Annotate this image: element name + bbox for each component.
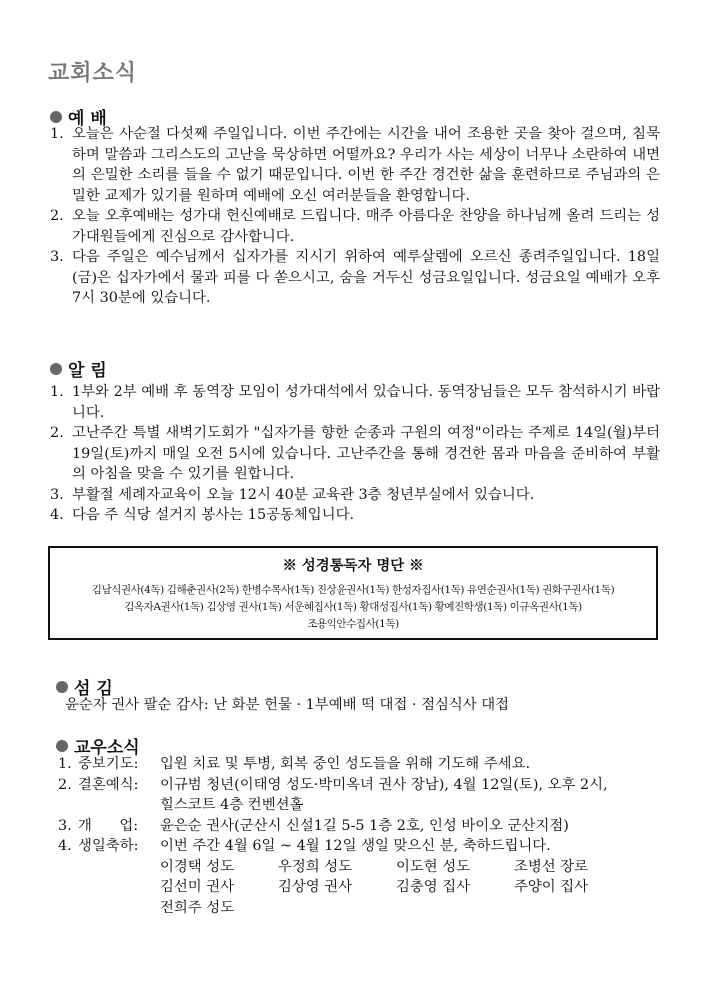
service-heading-label: 섬 김 — [74, 679, 113, 699]
service-text: 윤순자 권사 팔순 감사: 난 화분 헌물 · 1부예배 떡 대접 · 점심식사 대접 — [65, 697, 510, 713]
notices-heading — [50, 356, 107, 381]
birthday-name: 우정희 성도 — [278, 858, 353, 875]
birthday-name: 김상영 권사 — [278, 879, 353, 895]
birthday-names — [160, 857, 668, 919]
bible-readers-line: 조용익안수집사(1독) — [307, 618, 399, 630]
opening-row: 3. 개 업: 윤은순 권사(군산시 신설1길 5-5 1층 2호, 인성 바이오 군산지점) — [58, 817, 569, 834]
member-news-list — [58, 754, 668, 918]
bible-readers-line: 김옥자A권사(1독) 김상영 권사(1독) 서운혜집사(1독) 황대성집사(1독) 황예진학생(1독) 이규옥권사(1독) — [124, 601, 582, 613]
prayer-row: 1. 중보기도: 입원 치료 및 투병, 회복 중인 성도들을 위해 기도해 주세요. — [58, 756, 531, 772]
notices-list — [50, 382, 660, 526]
bullet-icon — [50, 111, 62, 123]
birthday-name: 김충영 집사 — [396, 879, 471, 895]
list-item: 4. 다음 주 식당 설거지 봉사는 15공동체입니다. — [50, 507, 355, 523]
list-item: 2. 고난주간 특별 새벽기도회가 "십자가를 향한 순종과 구원의 여정"이라는 주제로 14일(월)부터 19일(토)까지 매일 오전 5시에 있습니다. 고난주간을 통해 경건한 몸과 마음을 준비하여 부활의 아침을 맞을 수 있기를 원합니다. — [50, 425, 660, 482]
birthday-row: 4. 생일축하: 이번 주간 4월 6일 ~ 4월 12일 생일 맞으신 분, 축하드립니다. 이경택 성도 우정희 성도 이도현 성도 조병선 장로 김선미 권사 김상영 권사 김충영 집사 주양이 집사 전희주 성도 — [58, 836, 668, 918]
worship-list — [50, 124, 660, 309]
bullet-icon — [56, 681, 68, 693]
bible-readers-title: ※ 성경통독자 명단 ※ — [282, 557, 424, 574]
birthday-name: 김선미 권사 — [160, 879, 235, 895]
bible-readers-box — [48, 546, 658, 640]
bible-readers-list — [50, 582, 656, 633]
list-item: 3. 다음 주일은 예수님께서 십자가를 지시기 위하여 예루살렘에 오르신 종려주일입니다. 18일(금)은 십자가에서 물과 피를 다 쏟으시고, 숨을 거두신 성금요일입니다. 성금요일 예배가 오후 7시 30분에 있습니다. — [50, 249, 660, 306]
page-title: 교회소식 — [48, 60, 138, 86]
notices-heading-label: 알 림 — [68, 361, 107, 381]
birthday-name: 이도현 성도 — [396, 858, 471, 875]
birthday-name: 이경택 성도 — [160, 858, 235, 875]
birthday-name: 전희주 성도 — [160, 899, 235, 916]
worship-heading-label: 예 배 — [68, 109, 107, 129]
member-news-heading-label: 교우소식 — [74, 738, 140, 758]
list-item: 1. 1부와 2부 예배 후 동역장 모임이 성가대석에서 있습니다. 동역장님들은 모두 참석하시기 바랍니다. — [50, 384, 660, 421]
birthday-name: 조병선 장로 — [514, 858, 589, 875]
birthday-name: 주양이 집사 — [514, 879, 589, 895]
bullet-icon — [50, 363, 62, 375]
bullet-icon — [56, 740, 68, 752]
list-item: 1. 오늘은 사순절 다섯째 주일입니다. 이번 주간에는 시간을 내어 조용한 곳을 찾아 걸으며, 침묵하며 말씀과 그리스도의 고난을 묵상하면 어떨까요? 우리가 사는 세상이 너무나 소란하여 내면의 은밀한 소리를 들을 수 없기 때문입니다. 이번 한 주간 경건한 삶을 훈련하므로 주님과의 은밀한 교제가 있기를 원하며 예배에 오신 여러분들을 환영합니다. — [50, 126, 660, 204]
wedding-row: 2. 결혼예식: 이규범 청년(이태영 성도·박미옥녀 권사 장남), 4월 12일(토), 오후 2시, 힐스코트 4층 컨벤션홀 — [58, 776, 608, 813]
bible-readers-line: 김남식권사(4독) 김해춘권사(2독) 한병수목사(1독) 진상윤권사(1독) 한성자집사(1독) 유연순권사(1독) 권화구권사(1독) — [91, 584, 615, 596]
list-item: 2. 오늘 오후예배는 성가대 헌신예배로 드립니다. 매주 아름다운 찬양을 하나님께 올려 드리는 성가대원들에게 진심으로 감사합니다. — [50, 208, 660, 245]
list-item: 3. 부활절 세례자교육이 오늘 12시 40분 교육관 3층 청년부실에서 있습니다. — [50, 486, 535, 503]
